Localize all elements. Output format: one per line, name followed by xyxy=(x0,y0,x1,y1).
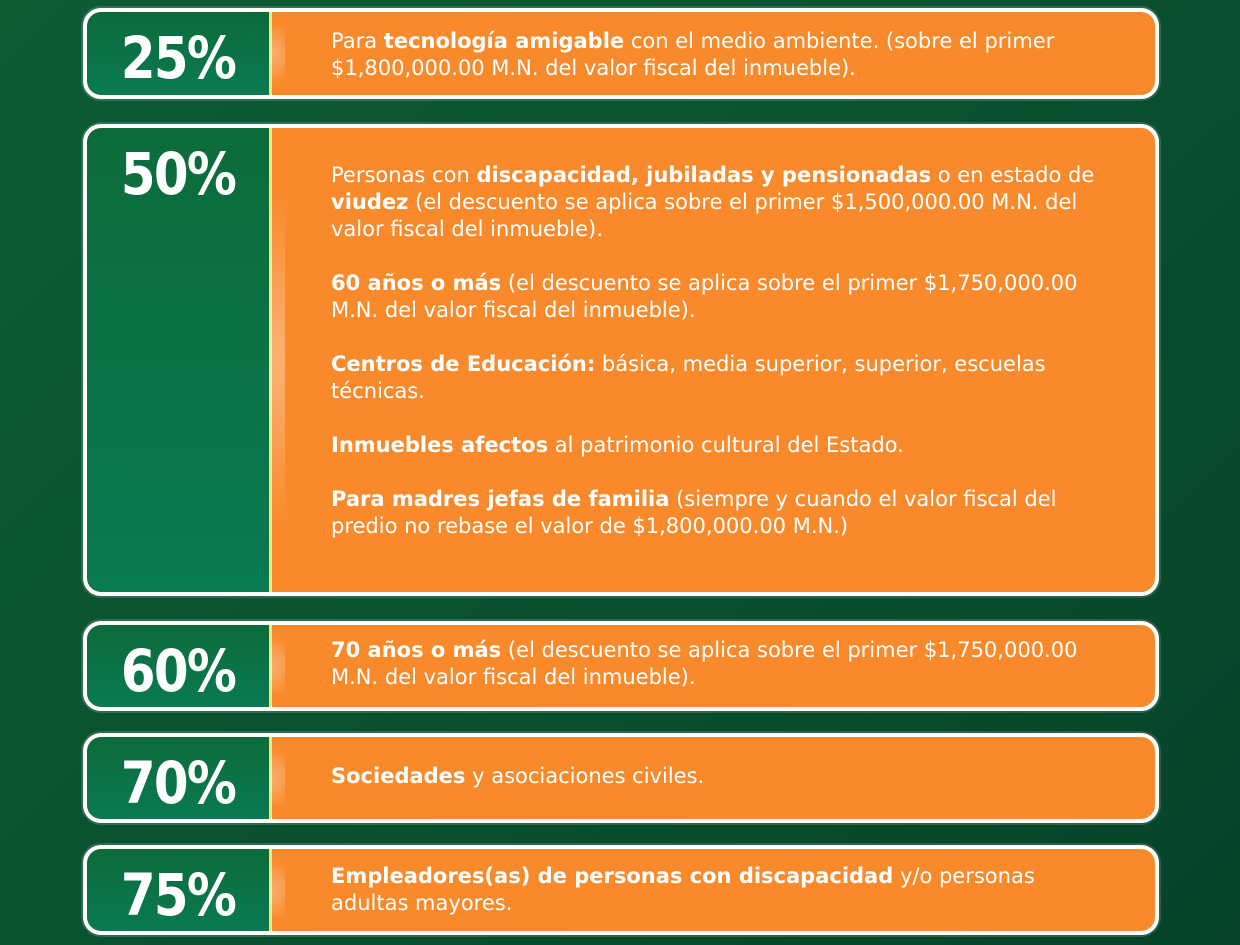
highlight-text: 60 años o más xyxy=(331,271,502,295)
highlight-text: tecnología amigable xyxy=(383,29,625,53)
highlight-text: viudez xyxy=(331,190,409,214)
highlight-text: Empleadores(as) de personas con discapacidad xyxy=(331,864,894,888)
discount-description xyxy=(331,763,1115,790)
discount-description xyxy=(331,28,1115,82)
percent-label: 50% xyxy=(120,140,236,208)
description-paragraph xyxy=(331,162,1115,243)
body-text: (siempre y cuando el valor fiscal del predio no rebase el valor de $1,800,000.00 M.N.) xyxy=(331,487,1057,538)
description-paragraph xyxy=(331,863,1115,917)
percent-label: 70% xyxy=(120,749,236,817)
description-paragraph xyxy=(331,28,1115,82)
percent-panel xyxy=(87,12,272,95)
description-paragraph xyxy=(331,432,1115,459)
discount-card-60 xyxy=(83,621,1159,711)
percent-panel xyxy=(87,849,272,931)
body-text: y asociaciones civiles. xyxy=(465,764,705,788)
body-text: Personas con xyxy=(331,163,477,187)
body-text: con el medio ambiente. (sobre el primer $1,800,000.00 M.N. del valor fiscal del inmueble). xyxy=(331,29,1055,80)
description-paragraph xyxy=(331,763,1115,790)
body-text: (el descuento se aplica sobre el primer $1,750,000.00 M.N. del valor fiscal del inmueble). xyxy=(331,638,1078,689)
discount-description xyxy=(331,162,1115,540)
discount-card-70 xyxy=(83,733,1159,823)
body-text: al patrimonio cultural del Estado. xyxy=(548,433,904,457)
percent-label: 60% xyxy=(120,637,236,705)
description-paragraph xyxy=(331,637,1115,691)
highlight-text: Inmuebles afectos xyxy=(331,433,549,457)
body-text: y/o personas adultas mayores. xyxy=(331,864,1035,915)
body-text: (el descuento se aplica sobre el primer $1,500,000.00 M.N. del valor fiscal del inmueble). xyxy=(331,190,1078,241)
body-text: Para xyxy=(331,29,384,53)
discount-description xyxy=(331,863,1115,917)
description-paragraph xyxy=(331,270,1115,324)
percent-panel xyxy=(87,625,272,707)
percent-label: 25% xyxy=(120,24,236,92)
body-text: básica, media superior, superior, escuelas técnicas. xyxy=(331,352,1046,403)
discount-description xyxy=(331,637,1115,691)
highlight-text: Centros de Educación: xyxy=(331,352,596,376)
discount-card-25 xyxy=(83,8,1159,99)
highlight-text: Para madres jefas de familia xyxy=(331,487,670,511)
highlight-text: 70 años o más xyxy=(331,638,502,662)
percent-panel xyxy=(87,737,272,819)
percent-panel xyxy=(87,128,272,592)
description-paragraph xyxy=(331,351,1115,405)
percent-label: 75% xyxy=(120,861,236,929)
highlight-text: discapacidad, jubiladas y pensionadas xyxy=(476,163,932,187)
body-text: (el descuento se aplica sobre el primer $1,750,000.00 M.N. del valor fiscal del inmueble). xyxy=(331,271,1078,322)
discount-card-75 xyxy=(83,845,1159,935)
description-paragraph xyxy=(331,486,1115,540)
body-text: o en estado de xyxy=(931,163,1095,187)
highlight-text: Sociedades xyxy=(331,764,466,788)
discount-card-50 xyxy=(83,124,1159,596)
